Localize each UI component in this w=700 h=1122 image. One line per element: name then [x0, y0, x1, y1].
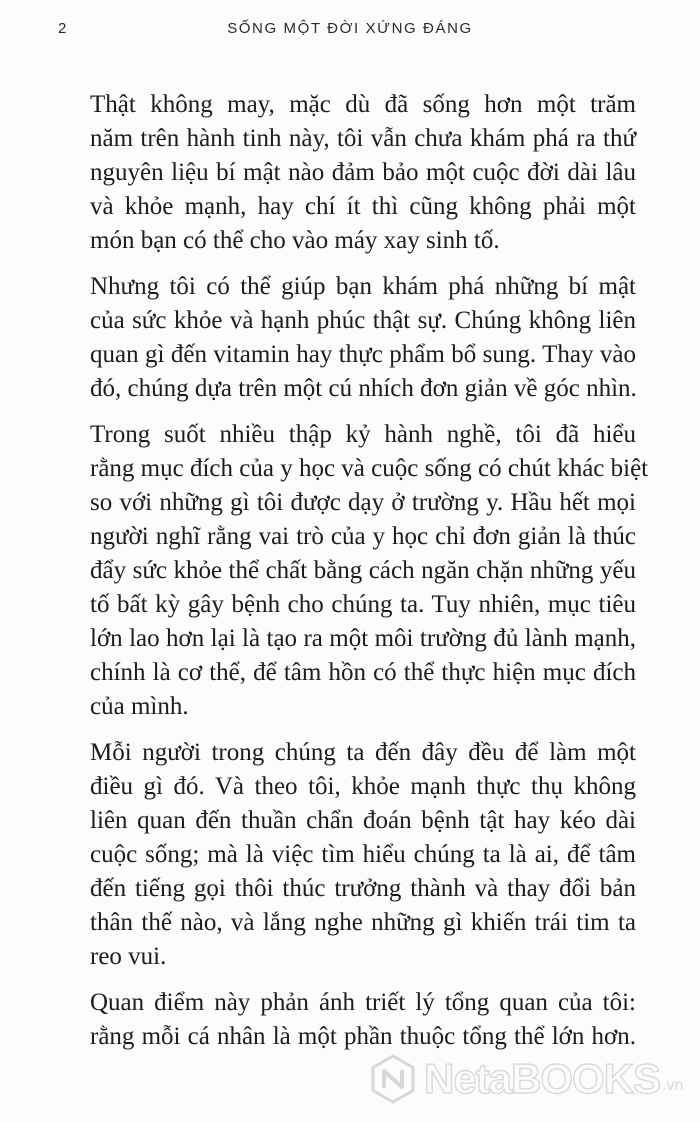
netabooks-logo-icon	[368, 1054, 418, 1104]
text-line: so với những gì tôi được dạy ở trường y. Hầu hết mọi	[90, 489, 636, 516]
text-line: đẩy sức khỏe thể chất bằng cách ngăn chặn những yếu	[90, 557, 636, 584]
paragraph-2	[90, 270, 636, 406]
watermark	[368, 1052, 683, 1106]
text-line: lớn lao hơn lại là tạo ra một môi trường đủ lành mạnh,	[90, 625, 636, 652]
text-line: điều gì đó. Và theo tôi, khỏe mạnh thực thụ không	[90, 773, 636, 800]
text-line: cuộc sống; mà là việc tìm hiểu chúng ta là ai, để tâm	[90, 841, 636, 868]
paragraph-4	[90, 736, 636, 974]
page-header	[58, 18, 642, 44]
text-line: người nghĩ rằng vai trò của y học chỉ đơn giản là thúc	[90, 523, 636, 550]
text-line: thân thế nào, và lắng nghe những gì khiến trái tim ta	[90, 909, 636, 936]
text-line: quan gì đến vitamin hay thực phẩm bổ sung. Thay vào	[90, 341, 636, 368]
text-line: Trong suốt nhiều thập kỷ hành nghề, tôi đã hiểu	[90, 421, 636, 448]
text-line: Nhưng tôi có thể giúp bạn khám phá những bí mật	[90, 273, 636, 300]
body-text	[90, 88, 649, 1066]
text-line: nguyên liệu bí mật nào đảm bảo một cuộc đời dài lâu	[90, 159, 636, 186]
text-line: của sức khỏe và hạnh phúc thật sự. Chúng không liên	[90, 307, 636, 334]
text-line: rằng mục đích của y học và cuộc sống có chút khác biệt	[90, 455, 649, 482]
text-line: Quan điểm này phản ánh triết lý tổng quan của tôi:	[90, 989, 636, 1016]
text-line: Thật không may, mặc dù đã sống hơn một trăm	[90, 91, 636, 118]
watermark-suffix: .vn	[662, 1077, 684, 1094]
text-line: và khỏe mạnh, hay chí ít thì cũng không phải một	[90, 193, 636, 220]
paragraph-3	[90, 418, 649, 724]
text-line: chính là cơ thể, để tâm hồn có thể thực hiện mục đích	[90, 659, 636, 686]
text-line: đến tiếng gọi thôi thúc trưởng thành và thay đổi bản	[90, 875, 636, 902]
running-title: SỐNG MỘT ĐỜI XỨNG ĐÁNG	[227, 20, 473, 37]
text-line: reo vui.	[90, 943, 167, 970]
paragraph-5	[90, 986, 636, 1054]
text-line: năm trên hành tinh này, tôi vẫn chưa khám phá ra thứ	[90, 125, 636, 152]
text-line: rằng mỗi cá nhân là một phần thuộc tổng thể lớn hơn.	[90, 1023, 636, 1050]
text-line: đó, chúng dựa trên một cú nhích đơn giản về góc nhìn.	[90, 375, 637, 402]
text-line: của mình.	[90, 693, 189, 720]
text-line: tố bất kỳ gây bệnh cho chúng ta. Tuy nhiên, mục tiêu	[90, 591, 636, 618]
text-line: liên quan đến thuần chẩn đoán bệnh tật hay kéo dài	[90, 807, 636, 834]
paragraph-1	[90, 88, 636, 258]
watermark-brand: NetaBOOKS	[424, 1055, 661, 1102]
text-line: món bạn có thể cho vào máy xay sinh tố.	[90, 227, 500, 254]
text-line: Mỗi người trong chúng ta đến đây đều để làm một	[90, 739, 636, 766]
page-number: 2	[58, 20, 68, 37]
